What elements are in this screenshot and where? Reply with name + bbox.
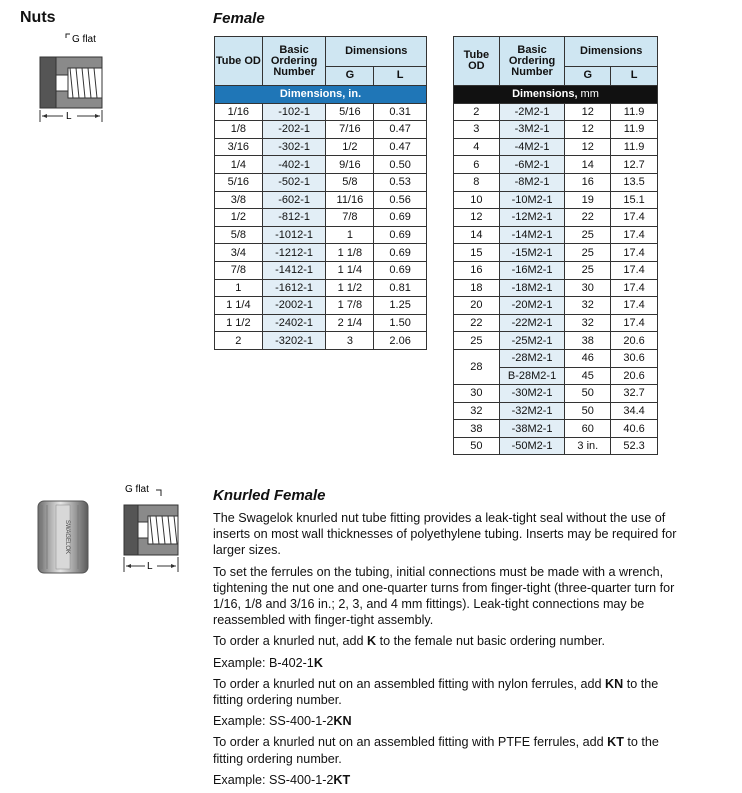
l-cell: 11.9 [611,121,658,139]
g-cell: 12 [565,103,611,121]
l-cell: 17.4 [611,261,658,279]
ordering-number-cell: -502-1 [262,173,326,191]
example-2: Example: SS-400-1-2KN [213,714,352,729]
g-cell: 1 [326,226,374,244]
tube-od-cell: 20 [454,297,500,315]
tube-od-cell: 8 [454,173,500,191]
mm-row [454,437,658,455]
ordering-number-cell: B-28M2-1 [499,367,565,385]
tube-od-cell: 50 [454,437,500,455]
l-cell: 32.7 [611,385,658,403]
g-cell: 50 [565,402,611,420]
mm-row [454,261,658,279]
mm-row [454,349,658,367]
tube-od-cell: 1/16 [215,103,263,121]
tube-od-cell: 3/16 [215,138,263,156]
example-3: Example: SS-400-1-2KT [213,772,351,787]
ordering-number-cell: -16M2-1 [499,261,565,279]
mm-row [454,314,658,332]
l-cell: 0.31 [374,103,427,121]
g-cell: 9/16 [326,156,374,174]
g-cell: 19 [565,191,611,209]
g-cell: 1 1/4 [326,261,374,279]
mm-row [454,191,658,209]
g-cell: 2 1/4 [326,314,374,332]
g-cell: 5/16 [326,103,374,121]
ordering-number-cell: -812-1 [262,209,326,227]
mm-row [454,402,658,420]
header-basic-ordering: Basic Ordering Number [262,37,326,86]
female-title: Female [213,10,265,27]
tube-od-cell: 15 [454,244,500,262]
l-cell: 1.25 [374,297,427,315]
inch-row [215,121,427,139]
inch-row [215,138,427,156]
tube-od-cell: 1 1/2 [215,314,263,332]
inch-row [215,279,427,297]
ordering-number-cell: -10M2-1 [499,191,565,209]
g-cell: 11/16 [326,191,374,209]
g-cell: 22 [565,209,611,227]
g-cell: 5/8 [326,173,374,191]
ordering-number-cell: -3M2-1 [499,121,565,139]
header-dimensions: Dimensions [565,37,658,67]
l-cell: 0.69 [374,209,427,227]
knurled-nut-photo [34,497,92,577]
inch-row [215,261,427,279]
knurled-description [213,510,683,793]
ordering-number-cell: -202-1 [262,121,326,139]
g-cell: 7/16 [326,121,374,139]
l-cell: 0.50 [374,156,427,174]
ordering-number-cell: -50M2-1 [499,437,565,455]
g-cell: 50 [565,385,611,403]
inch-row [215,314,427,332]
tube-od-cell: 25 [454,332,500,350]
ordering-number-cell: -102-1 [262,103,326,121]
tube-od-cell: 18 [454,279,500,297]
inch-row [215,226,427,244]
g-cell: 60 [565,420,611,438]
tube-od-cell: 38 [454,420,500,438]
ordering-number-cell: -3202-1 [262,332,326,350]
header-tube-od: Tube OD [215,37,263,86]
l-cell: 13.5 [611,173,658,191]
g-cell: 38 [565,332,611,350]
inch-row [215,103,427,121]
mm-row [454,332,658,350]
l-cell: 20.6 [611,332,658,350]
mm-row [454,226,658,244]
g-cell: 32 [565,297,611,315]
para-order-knurled: To order a knurled nut, add K to the female nut basic ordering number. [213,634,606,649]
inch-row [215,244,427,262]
tube-od-cell: 3/8 [215,191,263,209]
header-g: G [326,66,374,85]
tube-od-cell: 3/4 [215,244,263,262]
para-order-nylon: To order a knurled nut on an assembled fitting with nylon ferrules, add KN to the fitting ordering number. [213,676,659,708]
l-cell: 17.4 [611,244,658,262]
l-cell: 17.4 [611,297,658,315]
header-l: L [374,66,427,85]
example-1: Example: B-402-1K [213,655,323,670]
tube-od-cell: 30 [454,385,500,403]
tube-od-cell: 5/8 [215,226,263,244]
mm-row [454,420,658,438]
g-cell: 45 [565,367,611,385]
g-cell: 25 [565,261,611,279]
l-cell: 20.6 [611,367,658,385]
tube-od-cell: 1 1/4 [215,297,263,315]
l-label: L [66,111,72,122]
ordering-number-cell: -38M2-1 [499,420,565,438]
ordering-number-cell: -22M2-1 [499,314,565,332]
ordering-number-cell: -14M2-1 [499,226,565,244]
tube-od-cell: 32 [454,402,500,420]
ordering-number-cell: -4M2-1 [499,138,565,156]
tube-od-cell: 4 [454,138,500,156]
ordering-number-cell: -25M2-1 [499,332,565,350]
l-cell: 15.1 [611,191,658,209]
section-title: Nuts [20,9,56,26]
header-g: G [565,66,611,85]
ordering-number-cell: -18M2-1 [499,279,565,297]
g-cell: 25 [565,226,611,244]
tube-od-cell: 6 [454,156,500,174]
g-cell: 30 [565,279,611,297]
mm-row [454,385,658,403]
l-cell: 0.69 [374,244,427,262]
l-cell: 0.56 [374,191,427,209]
inch-band: Dimensions, in. [215,86,427,104]
g-cell: 1 7/8 [326,297,374,315]
para-order-ptfe: To order a knurled nut on an assembled fitting with PTFE ferrules, add KT to the fitting ordering number. [213,735,659,766]
l-cell: 17.4 [611,226,658,244]
l-cell: 0.53 [374,173,427,191]
g-cell: 3 in. [565,437,611,455]
mm-row [454,209,658,227]
ordering-number-cell: -602-1 [262,191,326,209]
inch-row [215,173,427,191]
mm-row [454,138,658,156]
tube-od-cell: 10 [454,191,500,209]
l-cell: 0.69 [374,226,427,244]
g-cell: 3 [326,332,374,350]
ordering-number-cell: -12M2-1 [499,209,565,227]
tube-od-cell: 16 [454,261,500,279]
l-label-2: L [147,561,153,572]
tube-od-cell: 3 [454,121,500,139]
l-cell: 0.47 [374,121,427,139]
l-cell: 11.9 [611,103,658,121]
g-cell: 14 [565,156,611,174]
tube-od-cell: 28 [454,349,500,384]
para-intro: The Swagelok knurled nut tube fitting provides a leak-tight seal without the use of inserts on most wall thicknesses of polyethylene tubing. Inserts may be required for larger sizes. [213,511,677,558]
tube-od-cell: 12 [454,209,500,227]
g-cell: 32 [565,314,611,332]
mm-row [454,279,658,297]
ordering-number-cell: -1012-1 [262,226,326,244]
ordering-number-cell: -2402-1 [262,314,326,332]
ordering-number-cell: -2M2-1 [499,103,565,121]
knurled-title: Knurled Female [213,487,326,504]
l-cell: 0.81 [374,279,427,297]
tube-od-cell: 22 [454,314,500,332]
l-cell: 34.4 [611,402,658,420]
tube-od-cell: 2 [215,332,263,350]
tube-od-cell: 1/4 [215,156,263,174]
g-cell: 25 [565,244,611,262]
inch-row [215,332,427,350]
l-cell: 40.6 [611,420,658,438]
mm-row [454,173,658,191]
l-cell: 2.06 [374,332,427,350]
ordering-number-cell: -1412-1 [262,261,326,279]
mm-row [454,103,658,121]
l-cell: 0.69 [374,261,427,279]
header-basic-ordering: Basic Ordering Number [499,37,565,86]
mm-row [454,244,658,262]
inch-row [215,156,427,174]
mm-row [454,121,658,139]
l-cell: 52.3 [611,437,658,455]
l-cell: 0.47 [374,138,427,156]
g-cell: 46 [565,349,611,367]
ordering-number-cell: -1212-1 [262,244,326,262]
tube-od-cell: 1 [215,279,263,297]
g-cell: 1 1/2 [326,279,374,297]
mm-row [454,156,658,174]
ordering-number-cell: -32M2-1 [499,402,565,420]
g-cell: 7/8 [326,209,374,227]
ordering-number-cell: -30M2-1 [499,385,565,403]
g-flat-label-2: G flat [125,484,149,495]
ordering-number-cell: -15M2-1 [499,244,565,262]
header-tube-od: Tube OD [454,37,500,86]
knurled-cross-section-figure [118,480,186,575]
tube-od-cell: 14 [454,226,500,244]
nut-marking: SWAGELOK [64,519,70,555]
tube-od-cell: 1/8 [215,121,263,139]
l-cell: 17.4 [611,209,658,227]
g-cell: 1 1/8 [326,244,374,262]
ordering-number-cell: -6M2-1 [499,156,565,174]
mm-dimensions-table [453,36,658,455]
l-cell: 12.7 [611,156,658,174]
tube-od-cell: 7/8 [215,261,263,279]
l-cell: 17.4 [611,279,658,297]
tube-od-cell: 1/2 [215,209,263,227]
l-cell: 11.9 [611,138,658,156]
l-cell: 30.6 [611,349,658,367]
ordering-number-cell: -302-1 [262,138,326,156]
ordering-number-cell: -28M2-1 [499,349,565,367]
ordering-number-cell: -8M2-1 [499,173,565,191]
inch-row [215,297,427,315]
para-ferrules: To set the ferrules on the tubing, initial connections must be made with a wrench, tightening the nut one and one-quarter turns from finger-tight (three-quarter turn for 1/16, 1/8 and 3/16 in.; 2, 3, and 4 mm fittings). Leak-tight connections may be reassembled with finger-tight assembly. [213,564,675,628]
mm-band: Dimensions, mm [454,86,658,104]
header-l: L [611,66,658,85]
g-cell: 12 [565,121,611,139]
tube-od-cell: 5/16 [215,173,263,191]
ordering-number-cell: -402-1 [262,156,326,174]
g-cell: 16 [565,173,611,191]
inch-dimensions-table [214,36,427,350]
g-cell: 1/2 [326,138,374,156]
g-flat-label: G flat [72,34,96,45]
l-cell: 17.4 [611,314,658,332]
ordering-number-cell: -1612-1 [262,279,326,297]
mm-row [454,297,658,315]
tube-od-cell: 2 [454,103,500,121]
inch-row [215,209,427,227]
ordering-number-cell: -2002-1 [262,297,326,315]
ordering-number-cell: -20M2-1 [499,297,565,315]
g-cell: 12 [565,138,611,156]
nut-cross-section-figure [28,30,108,125]
l-cell: 1.50 [374,314,427,332]
header-dimensions: Dimensions [326,37,427,67]
inch-row [215,191,427,209]
